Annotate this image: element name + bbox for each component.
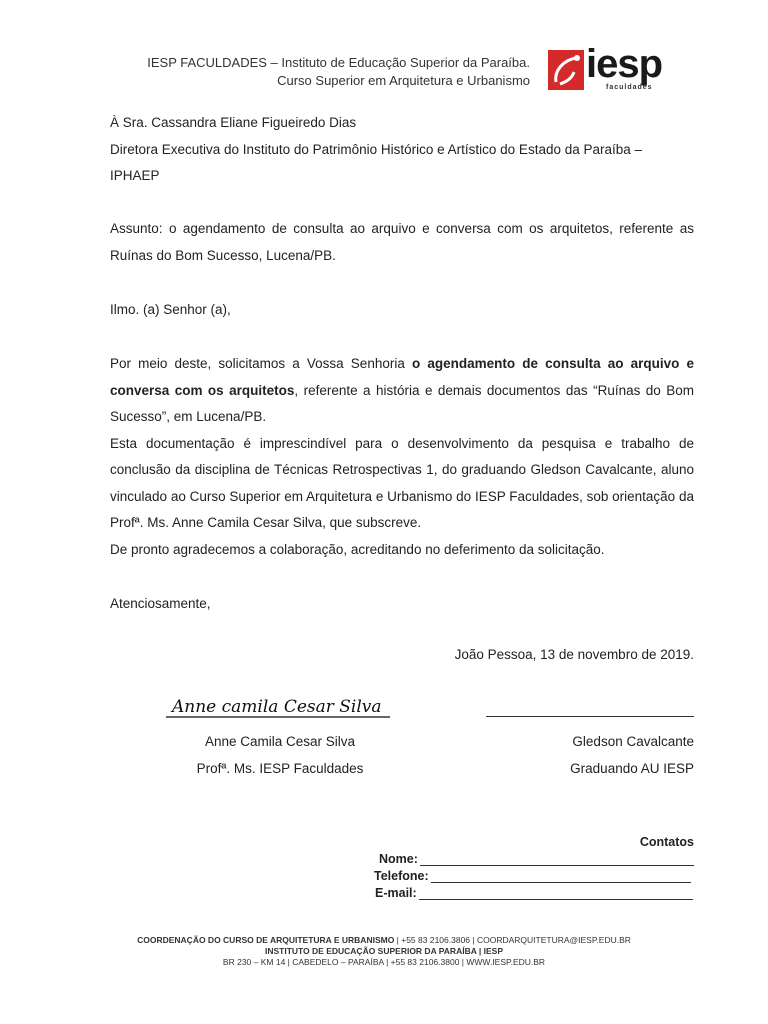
contact-name-row bbox=[379, 852, 694, 866]
footer-coordination: COORDENAÇÃO DO CURSO DE ARQUITETURA E URBANISMO | +55 83 2106.3806 | COORDARQUITETURA@IESP.EDU.BR bbox=[137, 935, 631, 945]
contact-email-label: E-mail: bbox=[375, 886, 417, 900]
iesp-logo bbox=[548, 42, 688, 96]
contact-email-line bbox=[419, 887, 693, 900]
closing: Atenciosamente, bbox=[110, 596, 211, 611]
recipient-name: À Sra. Cassandra Eliane Figueiredo Dias bbox=[110, 115, 357, 130]
contact-name-line bbox=[420, 853, 694, 866]
paragraph-request: Por meio deste, solicitamos a Vossa Senhoria o agendamento de consulta ao arquivo e conversa com os arquitetos, referente a história e demais documentos das “Ruínas do Bom Sucesso”, em Lucena/PB. bbox=[110, 356, 695, 424]
logo-swirl-icon bbox=[550, 52, 584, 90]
contact-phone-label: Telefone: bbox=[374, 869, 429, 883]
contact-phone-row bbox=[374, 869, 691, 883]
professor-name: Anne Camila Cesar Silva bbox=[204, 734, 356, 749]
signature-line-student bbox=[486, 716, 694, 717]
footer bbox=[0, 935, 768, 968]
footer-institute: INSTITUTO DE EDUCAÇÃO SUPERIOR DA PARAÍBA | IESP bbox=[264, 946, 504, 956]
contacts-title: Contatos bbox=[639, 835, 694, 849]
letter-date: João Pessoa, 13 de novembro de 2019. bbox=[454, 647, 694, 662]
subject: Assunto: o agendamento de consulta ao arquivo e conversa com os arquitetos, referente as Ruínas do Bom Sucesso, Lucena/PB. bbox=[110, 221, 694, 263]
paragraph-thanks: De pronto agradecemos a colaboração, acreditando no deferimento da solicitação. bbox=[110, 541, 605, 557]
header bbox=[147, 54, 530, 90]
contact-phone-line bbox=[431, 870, 691, 883]
footer-address: BR 230 – KM 14 | CABEDELO – PARAÍBA | +55 83 2106.3800 | WWW.IESP.EDU.BR bbox=[222, 957, 546, 967]
contact-name-label: Nome: bbox=[379, 852, 418, 866]
logo-wordmark: iesp bbox=[586, 42, 663, 86]
paragraph-justification: Esta documentação é imprescindível para o desenvolvimento da pesquisa e trabalho de conclusão da disciplina de Técnicas Retrospectivas 1, do graduando Gledson Cavalcante, aluno vinculado ao Curso Superior em Arquitetura e Urbanismo do IESP Faculdades, sob orientação da Profª. Ms. Anne Camila Cesar Silva, que subscreve. bbox=[110, 435, 694, 530]
contact-email-row bbox=[375, 886, 693, 900]
signature-block-student bbox=[570, 728, 694, 782]
logo-subtitle: faculdades bbox=[606, 84, 653, 91]
greeting: Ilmo. (a) Senhor (a), bbox=[110, 302, 231, 317]
header-course: Curso Superior em Arquitetura e Urbanismo bbox=[277, 73, 530, 88]
header-institution: IESP FACULDADES – Instituto de Educação Superior da Paraíba. bbox=[147, 55, 530, 70]
svg-text:Anne camila Cesar Silva: Anne camila Cesar Silva bbox=[172, 697, 382, 717]
professor-title: Profª. Ms. IESP Faculdades bbox=[196, 761, 364, 776]
student-name: Gledson Cavalcante bbox=[572, 734, 694, 749]
student-title: Graduando AU IESP bbox=[570, 761, 694, 776]
handwritten-signature bbox=[166, 690, 390, 720]
signature-block-professor bbox=[110, 728, 450, 782]
recipient-title: Diretora Executiva do Instituto do Patrimônio Histórico e Artístico do Estado da Paraíba – IPHAEP bbox=[110, 141, 643, 183]
letter-body bbox=[110, 351, 694, 563]
recipient-block bbox=[110, 110, 694, 190]
